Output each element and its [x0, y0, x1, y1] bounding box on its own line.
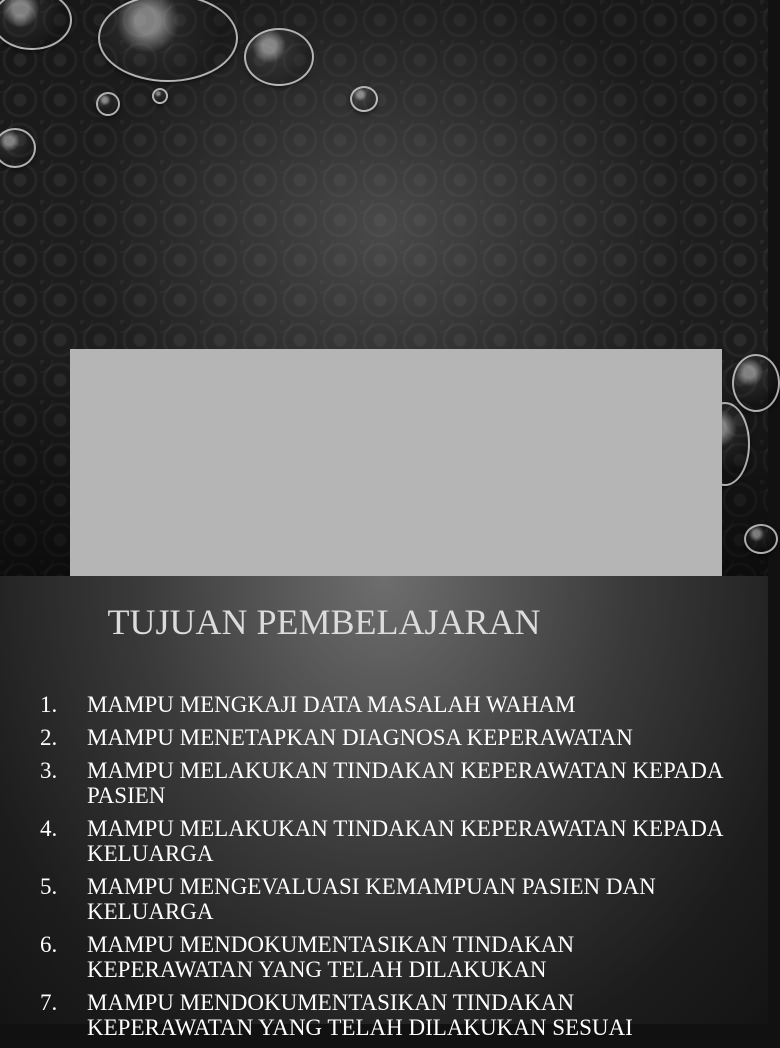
list-item — [40, 758, 740, 808]
water-drop-decoration — [244, 28, 314, 86]
list-item — [40, 816, 740, 866]
item-text: MAMPU MENDOKUMENTASIKAN TINDAKAN KEPERAWATAN YANG TELAH DILAKUKAN SESUAI — [87, 990, 633, 1040]
item-number: 4. — [40, 816, 58, 841]
list-item — [40, 932, 740, 982]
title-placeholder-box — [70, 349, 722, 576]
water-drop-decoration — [98, 0, 238, 82]
item-number: 7. — [40, 990, 58, 1015]
item-number: 5. — [40, 874, 58, 899]
water-drop-decoration — [0, 0, 72, 50]
item-text: MAMPU MELAKUKAN TINDAKAN KEPERAWATAN KEPADA PASIEN — [87, 758, 723, 808]
item-text: MAMPU MELAKUKAN TINDAKAN KEPERAWATAN KEPADA KELUARGA — [87, 816, 723, 866]
water-drop-decoration — [350, 86, 378, 112]
water-drop-decoration — [732, 354, 780, 412]
list-item — [40, 874, 740, 924]
item-text: MAMPU MENGKAJI DATA MASALAH WAHAM — [87, 692, 576, 717]
list-item — [40, 692, 740, 717]
item-number: 3. — [40, 758, 58, 783]
item-number: 2. — [40, 725, 58, 750]
water-drop-decoration — [0, 128, 36, 168]
item-text: MAMPU MENETAPKAN DIAGNOSA KEPERAWATAN — [87, 725, 633, 750]
objectives-list — [40, 692, 740, 1048]
water-drop-decoration — [744, 524, 778, 554]
item-number: 6. — [40, 932, 58, 957]
item-text: MAMPU MENGEVALUASI KEMAMPUAN PASIEN DAN KELUARGA — [87, 874, 656, 924]
slide-title: TUJUAN PEMBELAJARAN — [107, 602, 541, 642]
water-drop-decoration — [96, 92, 120, 116]
list-item — [40, 990, 740, 1040]
water-drop-decoration — [152, 88, 168, 104]
learning-objectives-slide — [0, 576, 768, 1040]
list-item — [40, 725, 740, 750]
item-number: 1. — [40, 692, 58, 717]
item-text: MAMPU MENDOKUMENTASIKAN TINDAKAN KEPERAWATAN YANG TELAH DILAKUKAN — [87, 932, 575, 982]
